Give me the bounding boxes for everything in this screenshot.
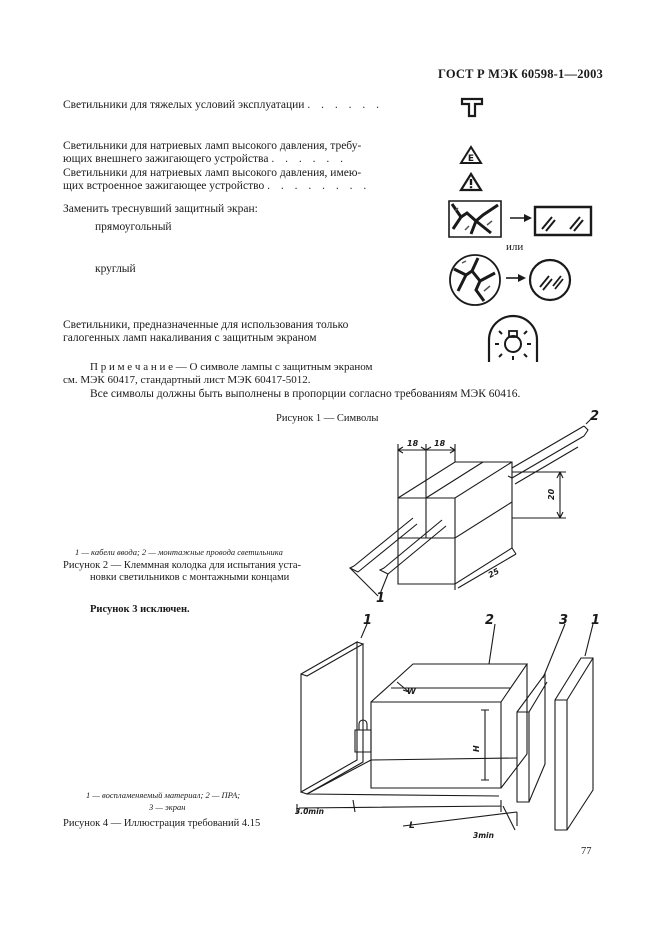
round-label: круглый — [95, 263, 136, 275]
figure4-legend-line2: 3 — экран — [149, 802, 186, 812]
sodium-internal-line2: щих встроенное зажигающее устройство . . . . . . . . — [63, 180, 371, 192]
internal-ignitor-icon — [459, 172, 483, 192]
sodium-internal-line1: Светильники для натриевых ламп высокого давления, имею- — [63, 167, 362, 179]
note-line2: см. МЭК 60417, стандартный лист МЭК 60417-5012. — [63, 374, 311, 386]
icon-letter-e: E — [467, 154, 475, 164]
sodium-external-line2: ющих внешнего зажигающего устройства . . . . . . — [63, 153, 347, 165]
fig4-dim-l: L — [409, 821, 415, 831]
halogen-line1: Светильники, предназначенные для использования только — [63, 319, 349, 331]
figure2-caption-line2: новки светильников с монтажными концами — [90, 572, 290, 583]
note-line1: П р и м е ч а н и е — О символе лампы с защитным экраном — [90, 361, 373, 373]
rectangular-screen-icon — [533, 205, 593, 237]
halogen-lamp-icon — [485, 312, 541, 364]
fig4-label-1-right: 1 — [591, 613, 601, 628]
dim-width-1: 18 — [407, 439, 419, 448]
heavy-duty-label: Светильники для тяжелых условий эксплуатации . . . . . . — [63, 99, 383, 111]
note-line3: Все символы должны быть выполнены в пропорции согласно требованиям МЭК 60416. — [90, 388, 521, 400]
fig4-label-1-left: 1 — [363, 613, 373, 628]
figure3-excluded-note: Рисунок 3 исключен. — [90, 604, 190, 615]
dim-height: 20 — [547, 488, 556, 500]
sodium-external-line1: Светильники для натриевых ламп высокого давления, требу- — [63, 140, 362, 152]
fig4-dim-right-min: 3min — [473, 831, 494, 840]
figure4-legend-line1: 1 — воспламеняемый материал; 2 — ПРА; — [86, 790, 241, 800]
fig4-label-3: 3 — [559, 613, 569, 628]
figure1-caption: Рисунок 1 — Символы — [276, 413, 379, 424]
rectangular-label: прямоугольный — [95, 221, 172, 233]
external-ignitor-icon — [459, 145, 483, 165]
halogen-line2: галогенных ламп накаливания с защитным экраном — [63, 332, 317, 344]
label-1: 1 — [376, 591, 386, 606]
replace-screen-label: Заменить треснувший защитный экран: — [63, 203, 258, 215]
arrow-icon — [505, 273, 527, 283]
cracked-rectangular-screen-icon — [447, 199, 503, 239]
fig4-label-2: 2 — [485, 613, 495, 628]
figure2-legend: 1 — кабели ввода; 2 — монтажные провода светильника — [75, 547, 283, 557]
or-label: или — [506, 241, 524, 253]
figure4-caption: Рисунок 4 — Иллюстрация требований 4.15 — [63, 818, 261, 829]
dim-width-2: 18 — [434, 439, 446, 448]
fig4-dim-left-min: 3.0min — [295, 807, 325, 816]
heavy-duty-icon — [460, 96, 486, 118]
label-2: 2 — [590, 409, 600, 424]
round-screen-icon — [528, 258, 572, 302]
document-header: ГОСТ Р МЭК 60598-1—2003 — [438, 67, 603, 81]
terminal-block-drawing — [340, 408, 610, 608]
fig4-dim-h: H — [472, 745, 481, 752]
dim-depth: 25 — [486, 566, 501, 580]
cracked-round-screen-icon — [448, 253, 502, 307]
figure2-caption-line1: Рисунок 2 — Клеммная колодка для испытания уста- — [63, 560, 302, 571]
arrow-icon — [509, 213, 533, 223]
page-number: 77 — [581, 846, 592, 857]
fig4-dim-w: W — [407, 687, 416, 696]
ballast-clearance-drawing — [285, 612, 605, 844]
